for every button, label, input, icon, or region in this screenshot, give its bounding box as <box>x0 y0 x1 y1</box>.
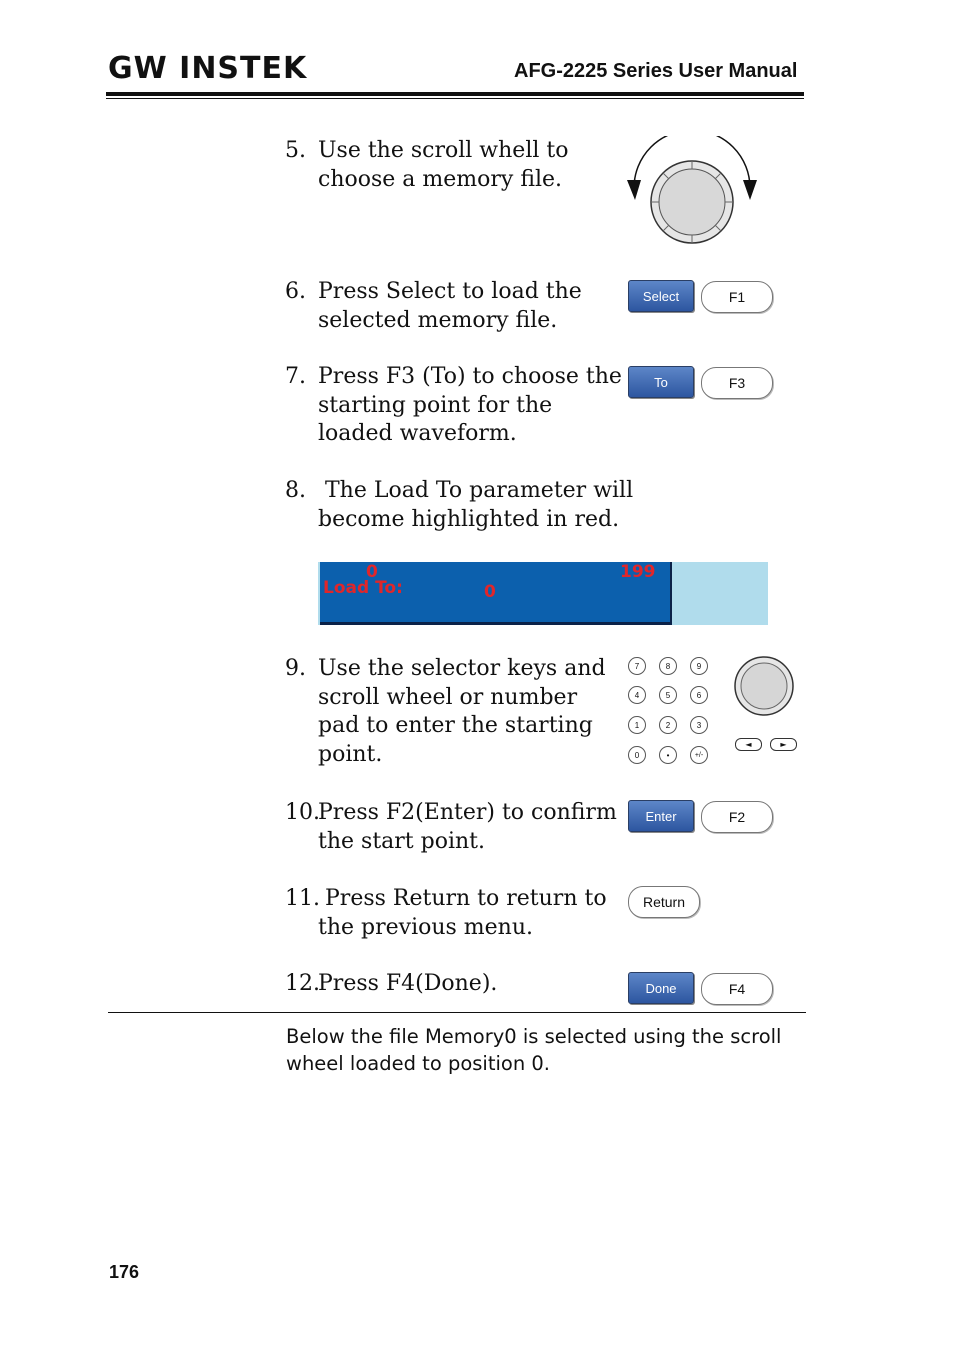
step-number: 12. <box>285 971 320 996</box>
numkey-0[interactable]: 0 <box>628 746 646 764</box>
step-7 <box>285 363 625 449</box>
numkey-2[interactable]: 2 <box>659 716 677 734</box>
lcd-load-to-value: 0 <box>484 582 496 602</box>
numkey-7[interactable]: 7 <box>628 657 646 675</box>
select-softkey[interactable]: Select <box>628 280 694 312</box>
step-text: Press Select to load the selected memory file. <box>318 279 582 333</box>
step-text: Use the scroll whell to choose a memory file. <box>318 138 569 192</box>
f4-key[interactable]: F4 <box>701 973 773 1005</box>
step-5 <box>285 137 625 194</box>
done-softkey[interactable]: Done <box>628 972 694 1004</box>
numkey-6[interactable]: 6 <box>690 686 708 704</box>
enter-softkey[interactable]: Enter <box>628 800 694 832</box>
numkey-dot[interactable]: • <box>659 746 677 764</box>
step-11 <box>285 885 620 942</box>
numkey-1[interactable]: 1 <box>628 716 646 734</box>
page-number: 176 <box>109 1262 140 1282</box>
lcd-display <box>318 562 768 625</box>
scroll-wheel-small-icon[interactable] <box>733 655 795 717</box>
lcd-parameter-panel <box>320 562 672 625</box>
to-softkey[interactable]: To <box>628 366 694 398</box>
left-arrow-key[interactable]: ◄ <box>735 738 762 751</box>
step-number: 9. <box>285 656 306 681</box>
lcd-range-start: 0 <box>366 562 378 582</box>
caption-text: Below the file Memory0 is selected using the scroll wheel loaded to position 0. <box>286 1025 782 1075</box>
step-9 <box>285 655 625 769</box>
scroll-wheel-icon <box>622 136 762 248</box>
step-text: Press F4(Done). <box>318 971 498 996</box>
return-key[interactable]: Return <box>628 886 700 918</box>
step-6 <box>285 278 625 335</box>
f1-key[interactable]: F1 <box>701 281 773 313</box>
step-number: 10. <box>285 800 320 825</box>
lcd-load-to-label: Load To: <box>323 578 403 598</box>
step-number: 7. <box>285 364 306 389</box>
f2-key[interactable]: F2 <box>701 801 773 833</box>
step-12 <box>285 970 625 999</box>
step-number: 8. <box>285 478 306 503</box>
step-text: The Load To parameter will become highlighted in red. <box>318 478 641 532</box>
step-text: Press F3 (To) to choose the starting point for the loaded waveform. <box>318 364 622 446</box>
header-rule <box>106 92 804 96</box>
step-10 <box>285 799 630 856</box>
step-number: 11. <box>285 886 320 911</box>
f3-key[interactable]: F3 <box>701 367 773 399</box>
numkey-4[interactable]: 4 <box>628 686 646 704</box>
lcd-range-end: 199 <box>620 562 656 582</box>
section-divider <box>108 1012 806 1013</box>
numkey-plus-minus[interactable]: +/- <box>690 746 708 764</box>
numkey-8[interactable]: 8 <box>659 657 677 675</box>
numkey-9[interactable]: 9 <box>690 657 708 675</box>
header-rule-thin <box>106 98 804 99</box>
manual-title: AFG-2225 Series User Manual <box>514 60 798 82</box>
step-8 <box>285 477 705 534</box>
gw-instek-logo: GW INSTEK <box>108 51 308 86</box>
step-number: 5. <box>285 138 306 163</box>
numkey-5[interactable]: 5 <box>659 686 677 704</box>
right-arrow-key[interactable]: ► <box>770 738 797 751</box>
step-text: Press Return to return to the previous menu. <box>318 886 614 940</box>
numkey-3[interactable]: 3 <box>690 716 708 734</box>
step-text: Press F2(Enter) to confirm the start point. <box>318 800 617 854</box>
step-number: 6. <box>285 279 306 304</box>
step-text: Use the selector keys and scroll wheel or number pad to enter the starting point. <box>318 656 606 767</box>
